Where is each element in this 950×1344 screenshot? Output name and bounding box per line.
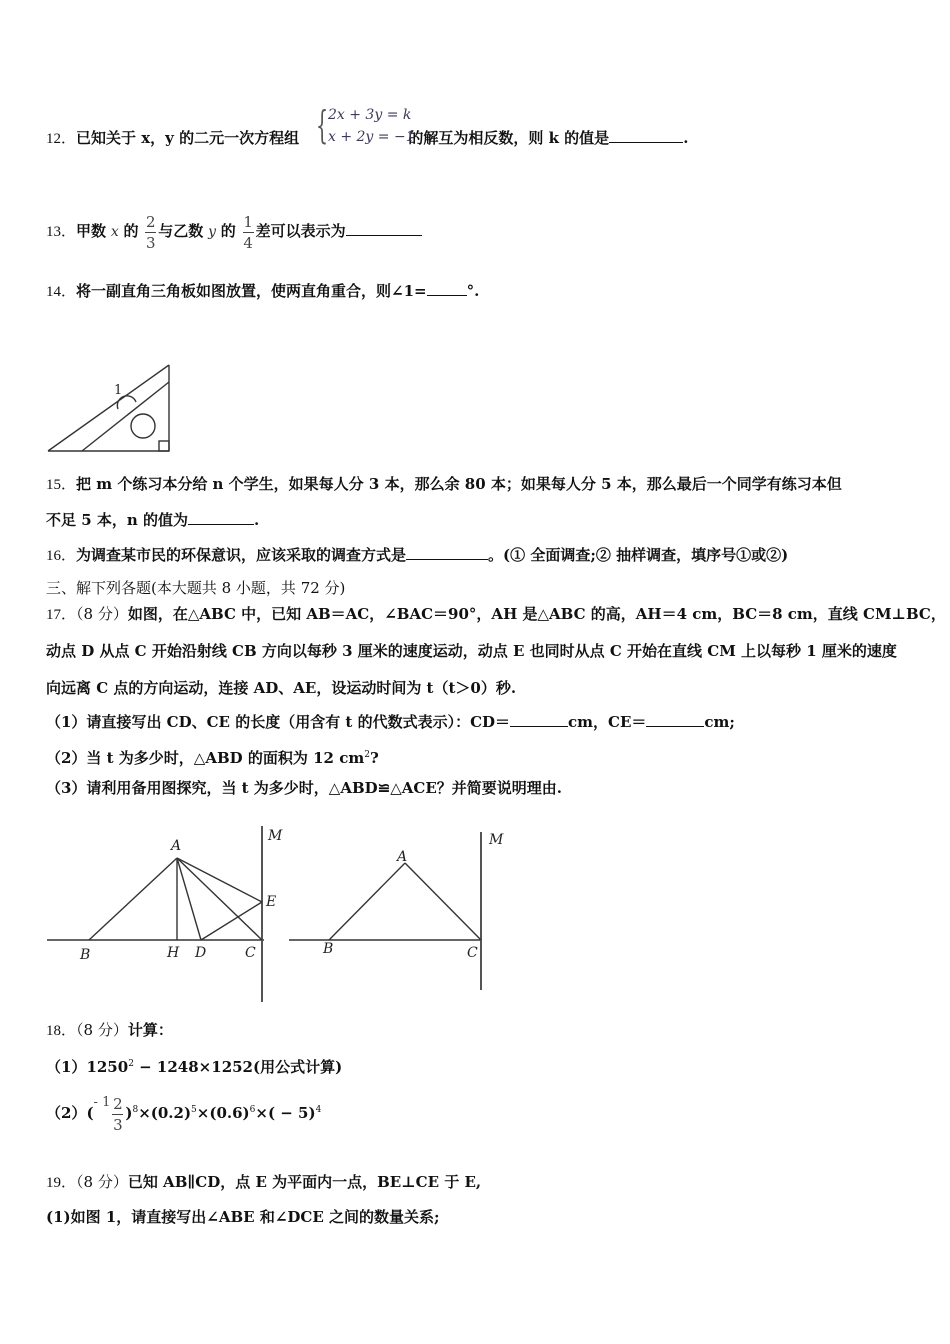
- period: .: [683, 129, 689, 147]
- sub-question-text: cm，CE＝: [568, 713, 647, 731]
- question-text: 动点 D 从点 C 开始沿射线 CB 方向以每秒 3 厘米的速度运动，动点 E 也同时从点 C 开始在直线 CM 上以每秒 1 厘米的速度: [46, 642, 897, 660]
- answer-blank[interactable]: [406, 545, 488, 560]
- denominator: 4: [243, 233, 253, 252]
- fraction-1-4: [243, 213, 254, 252]
- exponent: 6: [249, 1105, 256, 1115]
- equation-2: x + 2y = −1: [328, 129, 415, 145]
- question-text: 将一副直角三角板如图放置，使两直角重合，则∠1=: [76, 282, 427, 300]
- numerator: 2: [113, 1094, 123, 1113]
- question-17-sub-3: [46, 778, 562, 798]
- question-number: 14．: [46, 284, 77, 300]
- point-label-d: D: [195, 945, 207, 961]
- point-label-e: E: [266, 894, 277, 910]
- expression: ×(0.2): [138, 1104, 192, 1122]
- question-number: 13．: [46, 224, 77, 240]
- question-17-sub-2: [46, 745, 379, 768]
- question-19-sub-1: [46, 1207, 440, 1227]
- sub-label: （1）: [46, 1058, 87, 1076]
- question-text: 已知 AB∥CD，点 E 为平面内一点，BE⊥CE 于 E,: [127, 1173, 482, 1191]
- question-16: [46, 545, 788, 566]
- fraction-2-3: [145, 213, 156, 252]
- figure-17-backup: [286, 822, 516, 997]
- point-label-m: M: [268, 828, 283, 844]
- point-label-b: B: [323, 941, 334, 957]
- fraction-2-3: [112, 1095, 123, 1134]
- denominator: 3: [113, 1115, 123, 1134]
- expression: 1250: [86, 1058, 129, 1076]
- point-label-h: H: [167, 945, 180, 961]
- question-hint: 。(① 全面调查;② 抽样调查，填序号①或②): [488, 546, 789, 564]
- denominator: 3: [146, 233, 156, 252]
- question-18-sub-2: [46, 1090, 321, 1135]
- question-17-sub-1: [46, 712, 735, 732]
- question-15-line-2: [46, 510, 259, 530]
- point-label-c: C: [245, 945, 256, 961]
- equation-system: [318, 104, 415, 148]
- sub-question-text: （2）当 t 为多少时，△ABD 的面积为 12 cm: [46, 749, 365, 767]
- exponent: 8: [132, 1105, 139, 1115]
- question-19: [46, 1172, 481, 1193]
- score: （8 分）: [76, 1021, 128, 1039]
- period: .: [254, 511, 260, 529]
- text: 甲数: [76, 222, 107, 240]
- question-text: 已知关于 x，y 的二元一次方程组: [76, 129, 300, 147]
- question-number: 19．: [46, 1175, 77, 1191]
- question-text: 为调查某市民的环保意识，应该采取的调查方式是: [76, 546, 407, 564]
- answer-blank[interactable]: [346, 221, 422, 236]
- paren: ): [125, 1104, 133, 1122]
- degree-suffix: °.: [466, 282, 480, 300]
- question-text: 向远离 C 点的方向运动，连接 AD、AE，设运动时间为 t（t＞0）秒.: [46, 679, 517, 697]
- question-17-line-3: [46, 678, 516, 698]
- angle-label: 1: [114, 383, 123, 398]
- point-label-a: A: [171, 838, 182, 854]
- section-heading: [46, 578, 345, 598]
- expression: ×(0.6): [196, 1104, 250, 1122]
- question-text: 不足 5 本，n 的值为: [46, 511, 189, 529]
- answer-blank-ce[interactable]: [646, 712, 704, 727]
- numerator: 1: [243, 212, 253, 231]
- brace-icon: {: [316, 103, 329, 147]
- text: 差可以表示为: [255, 222, 346, 240]
- sub-question-text: （3）请利用备用图探究，当 t 为多少时，△ABD≌△ACE？并简要说明理由.: [46, 779, 563, 797]
- score: （8 分）: [76, 1173, 128, 1191]
- exponent: 5: [191, 1105, 197, 1115]
- equation-1: 2x + 3y = k: [328, 107, 412, 123]
- variable-x: x: [110, 224, 119, 240]
- score: （8 分）: [76, 605, 128, 623]
- figure-17-main: [44, 822, 294, 1007]
- sub-label: （2）: [46, 1104, 87, 1122]
- text: 的: [220, 222, 236, 240]
- answer-blank-cd[interactable]: [510, 712, 568, 727]
- sub-question-text: (1)如图 1，请直接写出∠ABE 和∠DCE 之间的数量关系;: [46, 1208, 440, 1226]
- sub-question-text: （1）请直接写出 CD、CE 的长度（用含有 t 的代数式表示）：CD＝: [46, 713, 511, 731]
- sub-question-text: ?: [369, 749, 379, 767]
- paren: (: [86, 1104, 94, 1122]
- question-number: 15．: [46, 477, 77, 493]
- answer-blank[interactable]: [609, 128, 683, 143]
- point-label-b: B: [80, 947, 91, 963]
- question-13: [46, 212, 422, 252]
- question-text: 如图，在△ABC 中，已知 AB＝AC，∠BAC＝90°，AH 是△ABC 的高，AH＝4 cm，BC＝8 cm，直线 CM⊥BC，: [127, 605, 946, 623]
- sub-question-text: cm;: [704, 713, 735, 731]
- mixed-number: - 1: [93, 1095, 111, 1110]
- question-17-line-1: [46, 604, 946, 625]
- expression: − 1248×1252(用公式计算): [133, 1058, 343, 1076]
- text: 的: [123, 222, 139, 240]
- question-15-line-1: [46, 474, 842, 495]
- question-text-after: 的解互为相反数，则 k 的值是: [403, 129, 610, 147]
- question-number: 16．: [46, 548, 77, 564]
- text: 与乙数: [158, 222, 204, 240]
- question-18-sub-1: [46, 1054, 342, 1077]
- exponent: 2: [128, 1059, 134, 1069]
- point-label-c: C: [467, 945, 478, 961]
- expression: ×( − 5): [255, 1104, 316, 1122]
- question-17-line-2: [46, 641, 897, 661]
- question-18: [46, 1020, 173, 1041]
- point-label-a: A: [397, 849, 408, 865]
- numerator: 2: [146, 212, 156, 231]
- question-number: 18．: [46, 1023, 77, 1039]
- variable-y: y: [208, 224, 217, 240]
- question-14: [46, 281, 479, 302]
- superscript: 2: [364, 750, 370, 760]
- question-number: 17．: [46, 607, 77, 623]
- section-title: 三、解下列各题(本大题共 8 小题，共 72 分): [46, 579, 346, 597]
- answer-blank[interactable]: [427, 281, 467, 296]
- question-number: 12．: [46, 131, 77, 147]
- exponent: 4: [315, 1105, 322, 1115]
- answer-blank[interactable]: [188, 510, 254, 525]
- question-title: 计算：: [127, 1021, 173, 1039]
- triangle-figure: [44, 360, 174, 455]
- question-text: 把 m 个练习本分给 n 个学生，如果每人分 3 本，那么余 80 本；如果每人分 5 本，那么最后一个同学有练习本但: [76, 475, 842, 493]
- point-label-m: M: [489, 832, 504, 848]
